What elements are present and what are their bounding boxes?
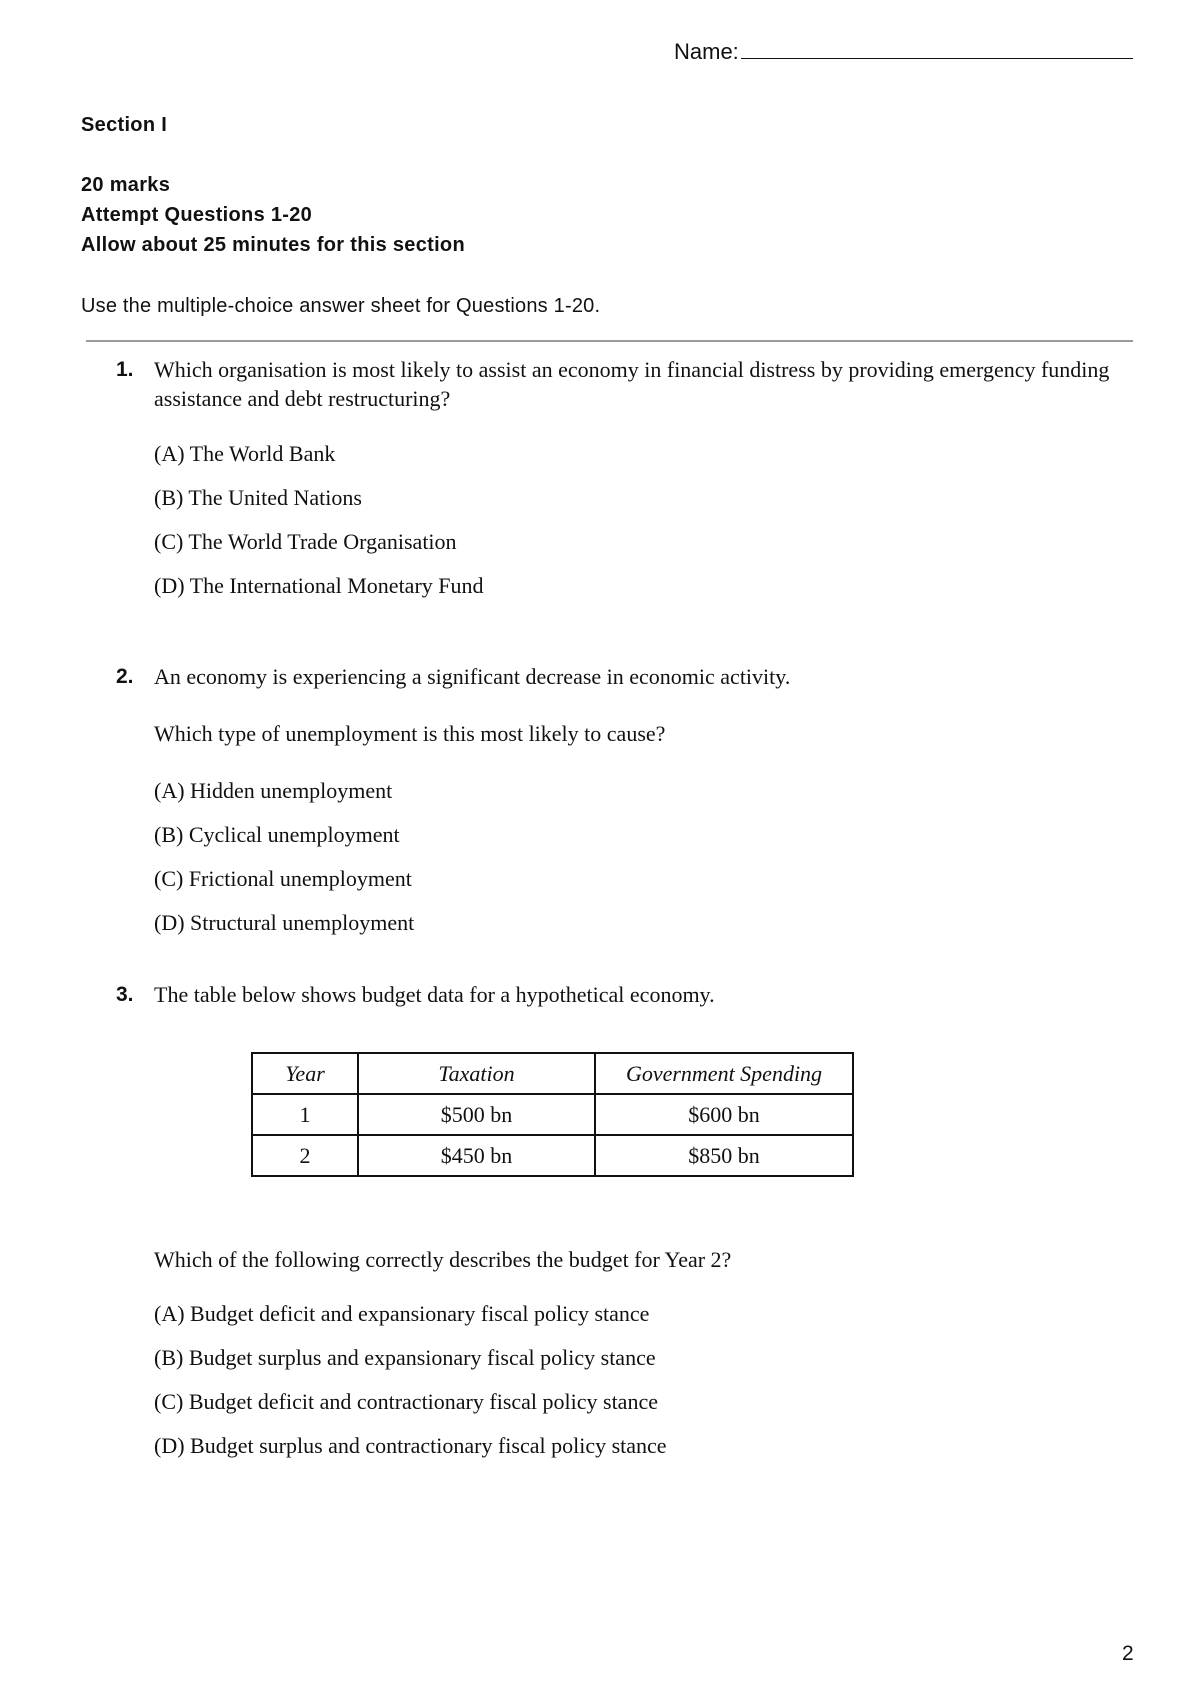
table-cell: $500 bn [358,1094,595,1135]
question-3-option-b: (B) Budget surplus and expansionary fiscal policy stance [154,1345,656,1370]
name-label: Name: [674,39,739,64]
question-3-option-c: (C) Budget deficit and contractionary fiscal policy stance [154,1389,658,1414]
section-time: Allow about 25 minutes for this section [81,234,465,256]
question-1-number: 1. [116,358,134,381]
table-header-year: Year [252,1053,358,1094]
question-2-prompt: Which type of unemployment is this most likely to cause? [154,721,666,746]
name-field[interactable] [674,38,1133,65]
question-1-option-d: (D) The International Monetary Fund [154,573,484,598]
question-2-option-c: (C) Frictional unemployment [154,866,412,891]
table-cell: $450 bn [358,1135,595,1176]
page-number: 2 [1122,1642,1134,1665]
table-header-taxation: Taxation [358,1053,595,1094]
table-cell: 1 [252,1094,358,1135]
section-attempt: Attempt Questions 1-20 [81,204,313,226]
table-cell: $600 bn [595,1094,853,1135]
question-2-option-d: (D) Structural unemployment [154,910,415,935]
table-header-government-spending: Government Spending [595,1053,853,1094]
table-row [252,1094,853,1135]
table-header-row [252,1053,853,1094]
question-1-text: Which organisation is most likely to assist an economy in financial distress by providing emergency funding assistance and debt restructuring? [154,357,1110,411]
question-1-option-b: (B) The United Nations [154,485,362,510]
question-1-option-c: (C) The World Trade Organisation [154,529,457,554]
question-3-prompt: Which of the following correctly describes the budget for Year 2? [154,1247,732,1272]
section-marks: 20 marks [81,174,171,196]
section-divider [86,340,1133,342]
question-2-number: 2. [116,665,134,688]
question-3-text: The table below shows budget data for a hypothetical economy. [154,982,715,1007]
question-2-text: An economy is experiencing a significant decrease in economic activity. [154,664,791,689]
budget-table [251,1052,854,1177]
section-title: Section I [81,114,168,136]
question-2-option-a: (A) Hidden unemployment [154,778,393,803]
table-cell: $850 bn [595,1135,853,1176]
question-3-option-d: (D) Budget surplus and contractionary fiscal policy stance [154,1433,667,1458]
question-3-option-a: (A) Budget deficit and expansionary fiscal policy stance [154,1301,650,1326]
name-blank-line[interactable] [741,38,1133,59]
section-instruction: Use the multiple-choice answer sheet for Questions 1-20. [81,295,601,317]
question-1-option-a: (A) The World Bank [154,441,336,466]
question-2-option-b: (B) Cyclical unemployment [154,822,400,847]
table-cell: 2 [252,1135,358,1176]
table-row [252,1135,853,1176]
question-3-number: 3. [116,983,134,1006]
